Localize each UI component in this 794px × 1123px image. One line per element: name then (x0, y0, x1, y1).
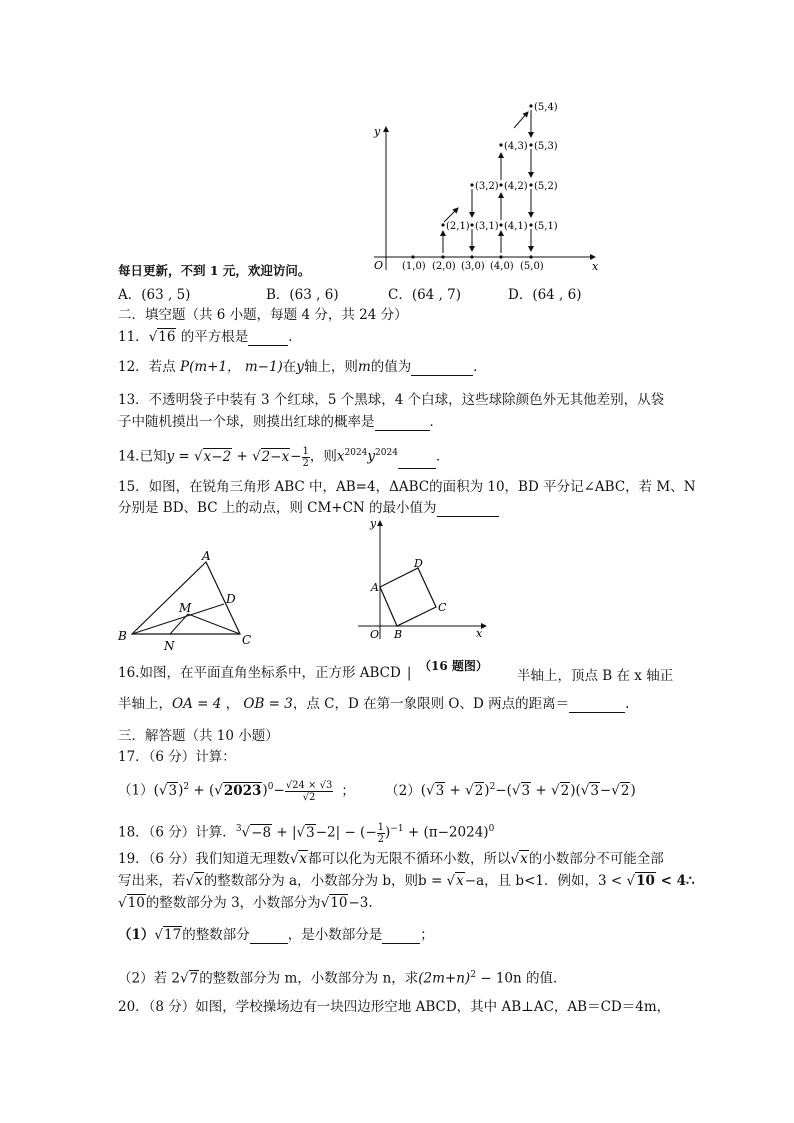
watermark-text: 每日更新，不到 1 元，欢迎访问。 (118, 263, 311, 278)
origin-label: O (374, 259, 384, 272)
label-A: A (202, 549, 211, 563)
sq-label-B: B (394, 628, 403, 641)
pt-2-0: (2,0) (432, 261, 456, 272)
sq-label-C: C (438, 601, 447, 614)
pt-5-2: (5,2) (534, 181, 558, 192)
q16-line2: 半轴上，OA = 4 ， OB = 3，点 C，D 在第一象限则 O、D 两点的距离＝ . (118, 696, 630, 712)
q15-answer-blank[interactable] (437, 502, 499, 517)
label-D: D (226, 592, 236, 606)
triangle-figure (112, 548, 262, 658)
q19-line1: 19．（6 分）我们知道无理数√x都可以化为无限不循环小数，所以√x的小数部分不可能全部 (118, 851, 664, 867)
q17-parts: $(1)(√3)^2 + (√2023)^0-$ $\frac{√24 \times √3}{√2}$ ； $(2)(√3 + √2)^2-(√3 + √2)(√3-√2)$ (118, 779, 636, 803)
y-axis-label: y (374, 125, 381, 138)
square-figure (350, 517, 490, 647)
sq-label-D: D (414, 557, 423, 570)
option-d[interactable]: D．(64 , 6) (508, 287, 582, 303)
q19-line2: 写出来，若√x的整数部分为 a，小数部分为 b，则b = √x−a，且 b<1．例如，3 < √10 < 4∴ (118, 873, 695, 889)
q15-line1: 15．如图，在锐角三角形 ABC 中，AB=4，ΔABC的面积为 10，BD 平分记∠ABC，若 M、N (118, 479, 696, 495)
q16-answer-blank[interactable] (569, 698, 625, 713)
q11-answer-blank[interactable] (248, 331, 288, 346)
q14-answer-blank[interactable] (398, 454, 436, 469)
q13-answer-blank[interactable] (375, 416, 430, 431)
q20: 20．（8 分）如图，学校操场边有一块四边形空地 ABCD，其中 AB⊥AC，AB＝CD＝4m， (118, 999, 671, 1015)
option-b[interactable]: B．(63 , 6) (266, 287, 339, 303)
option-c[interactable]: C．(64 , 7) (388, 287, 462, 303)
q19-1a-blank[interactable] (250, 929, 288, 944)
q16-line1: 16.如图，在平面直角坐标系中，正方形 ABCD | (118, 665, 412, 681)
label-B: B (118, 629, 127, 643)
q11: 11．√16 的平方根是 ． (118, 329, 302, 345)
q14: 14.已知y = √x−2 + √2−x− $\frac{1}{2}$ ，则$x^{2024}y^{2024}$ ． (118, 445, 450, 469)
pt-3-1: (3,1) (475, 221, 499, 232)
sq-label-O: O (370, 628, 380, 641)
q12-answer-blank[interactable] (411, 361, 473, 376)
label-C: C (242, 633, 252, 647)
q15-line2: 分别是 BD、BC 上的动点，则 CM+CN 的最小值为 (118, 499, 499, 517)
q18: 18．（6 分）计算．$^3$√−8 + |√3−2| − (− $\frac{1}{2}$ )$^{-1} + (\pi-2024)^0$ (118, 821, 495, 845)
q19-sub2: （2）若 2√7的整数部分为 m，小数部分为 n，求$(2m+n)^2 - 10n$ 的值． (118, 970, 567, 987)
pt-4-3: (4,3) (504, 141, 528, 152)
q19-1b-blank[interactable] (382, 929, 420, 944)
section2-heading: 二．填空题（共 6 小题，每题 4 分，共 24 分） (118, 307, 408, 323)
pt-5-1: (5,1) (534, 221, 558, 232)
fig16-caption: （16 题图） (419, 659, 488, 673)
pt-5-0: (5,0) (520, 261, 544, 272)
label-M: M (179, 601, 192, 615)
q12: 12．若点 P(m+1， m−1)在y轴上，则m的值为 ． (118, 359, 487, 375)
pt-3-0: (3,0) (461, 261, 485, 272)
pt-5-4: (5,4) (534, 102, 558, 113)
q13-line1: 13．不透明袋子中装有 3 个红球，5 个黑球，4 个白球，这些球除颜色外无其他差别，从袋 (118, 392, 665, 408)
sq-label-y: y (370, 517, 377, 530)
pt-2-1: (2,1) (446, 221, 470, 232)
pt-3-2: (3,2) (475, 181, 499, 192)
q13-line2: 子中随机摸出一个球，则摸出红球的概率是 ． (118, 414, 443, 430)
x-axis-label: x (592, 260, 599, 273)
q19-sub1: （1）√17的整数部分 ，是小数部分是 ； (118, 927, 434, 943)
q17-head: 17．（6 分）计算： (118, 749, 236, 765)
q16-line1b: 半轴上，顶点 B 在 x 轴正 (517, 668, 674, 684)
section3-heading: 三．解答题（共 10 小题） (118, 728, 279, 744)
sq-label-A: A (371, 581, 379, 594)
pt-4-2: (4,2) (504, 181, 528, 192)
q19-line3: √10的整数部分为 3，小数部分为√10−3. (118, 895, 373, 911)
option-a[interactable]: A．(63 , 5) (118, 287, 191, 303)
label-N: N (164, 639, 175, 653)
pt-4-0: (4,0) (490, 261, 514, 272)
pt-1-0: (1,0) (402, 261, 426, 272)
lattice-figure (360, 95, 610, 275)
pt-4-1: (4,1) (504, 221, 528, 232)
sq-label-x: x (476, 627, 483, 640)
pt-5-3: (5,3) (534, 141, 558, 152)
